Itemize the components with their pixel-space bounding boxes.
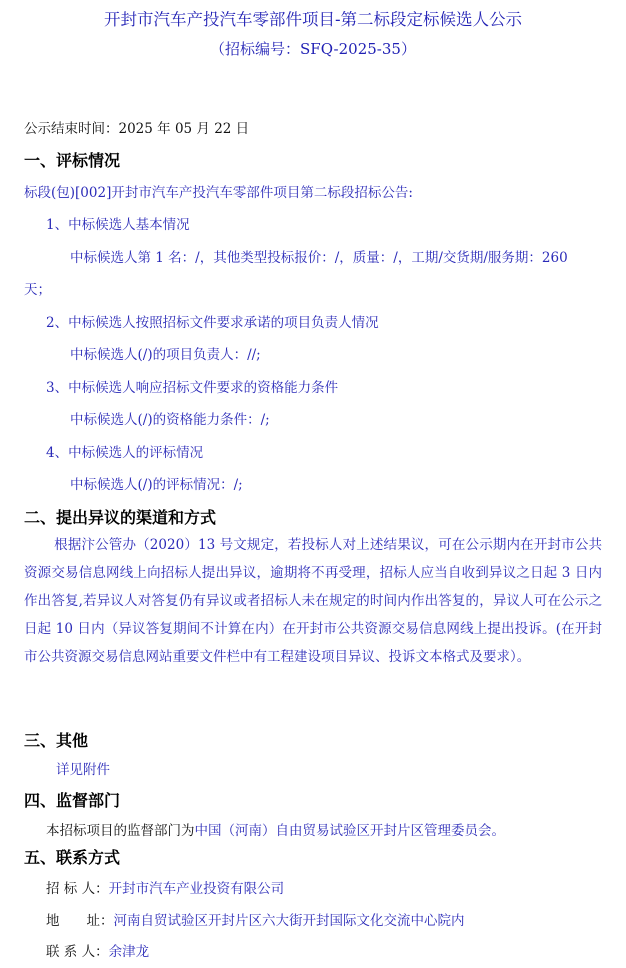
see-attachment-text: 详见附件 [56, 762, 110, 778]
item-body-evaluation: 中标候选人(/)的评标情况：/; [70, 477, 243, 493]
item-title-evaluation: 4、中标候选人的评标情况 [46, 445, 204, 461]
contact-label: 联 系 人： [46, 944, 109, 960]
item-body-qualification: 中标候选人(/)的资格能力条件：/; [70, 412, 270, 428]
supervision-paragraph [46, 819, 505, 839]
contact-value: 余津龙 [108, 944, 150, 960]
tender-number: （招标编号：SFQ-2025-35） [210, 40, 416, 58]
section-intro: 标段(包)[002]开封市汽车产投汽车零部件项目第二标段招标公告: [24, 185, 413, 201]
contact-value: 开封市汽车产业投资有限公司 [108, 881, 285, 897]
item-body-basic-info-cont: 天； [24, 282, 51, 298]
objection-text: 根据汴公管办（2020）13 号文规定，若投标人对上述结果议，可在公示期内在开封市公共资源交易信息网线上向招标人提出异议，逾期将不再受理，招标人应当自收到异议之日起 3 日内作出答复,若异议人对答复仍有异议或者招标人未在规定的时间内作出答复的，异议人可在公示之日起 10 日内（异议答复期间不计算在内）在开封市公共资源交易信息网线上提出投诉。(在开封市公共资源交易信息网站重要文件栏中有工程建设项目异议、投诉文本格式及要求）。 [24, 537, 602, 665]
section-heading-other: 三、其他 [24, 731, 89, 750]
item-body-basic-info: 中标候选人第 1 名：/，其他类型投标报价：/，质量：/，工期/交货期/服务期：260 [70, 250, 568, 266]
document-title: 开封市汽车产投汽车零部件项目-第二标段定标候选人公示 [103, 10, 523, 29]
item-title-qualification: 3、中标候选人响应招标文件要求的资格能力条件 [46, 380, 339, 396]
section-heading-objection: 二、提出异议的渠道和方式 [24, 508, 217, 527]
contact-label: 招 标 人： [46, 881, 109, 897]
section-heading-contact: 五、联系方式 [24, 848, 121, 867]
supervision-text: 本招标项目的监督部门为 [46, 823, 195, 839]
contact-value: 河南自贸试验区开封片区六大街开封国际文化交流中心院内 [113, 913, 465, 929]
item-title-basic-info: 1、中标候选人基本情况 [46, 217, 190, 233]
item-title-project-lead: 2、中标候选人按照招标文件要求承诺的项目负责人情况 [46, 315, 379, 331]
contact-row-address [46, 909, 465, 929]
section-heading-evaluation: 一、评标情况 [24, 151, 121, 170]
item-body-project-lead: 中标候选人(/)的项目负责人：//; [70, 347, 261, 363]
contact-label: 地 址： [46, 913, 114, 929]
section-heading-supervision: 四、监督部门 [24, 791, 121, 810]
publicity-end-time: 公示结束时间：2025 年 05 月 22 日 [24, 121, 250, 137]
objection-paragraph [24, 531, 602, 671]
supervision-dept: 中国（河南）自由贸易试验区开封片区管理委员会。 [194, 823, 505, 839]
contact-row-person [46, 940, 149, 960]
contact-row-tenderer [46, 877, 284, 897]
